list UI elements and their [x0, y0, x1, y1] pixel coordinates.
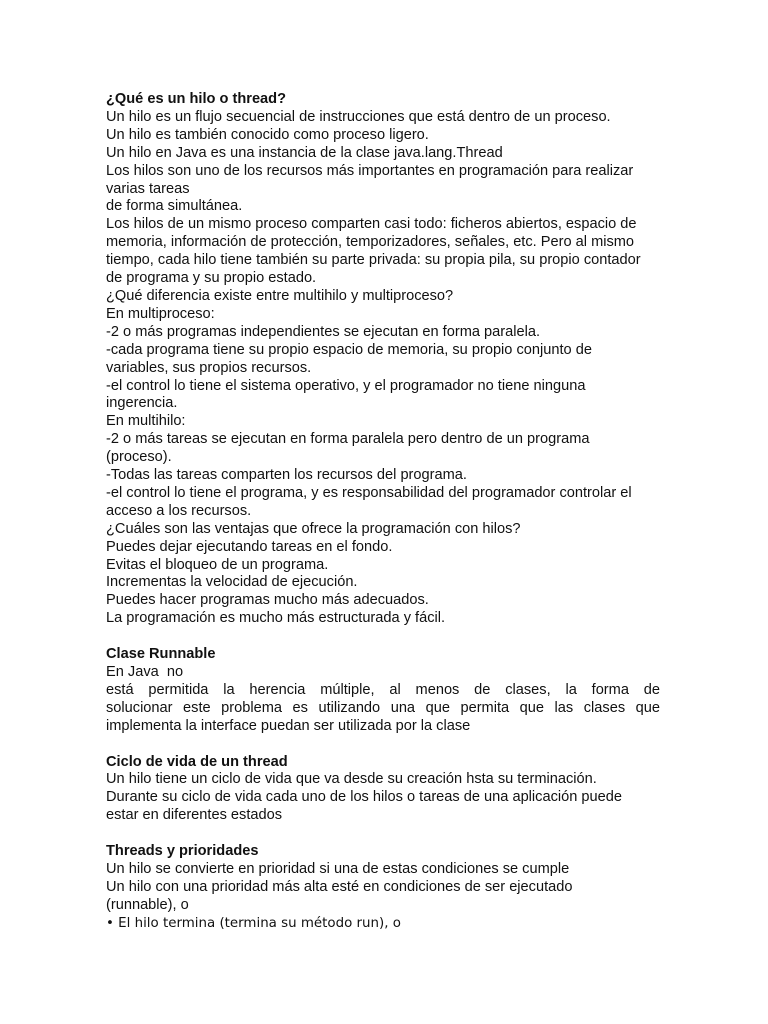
text-line: (proceso). [106, 449, 172, 466]
heading-que-es-un-hilo: ¿Qué es un hilo o thread? [106, 91, 286, 107]
text-line: implementa la interface puedan ser utilizada por la clase [106, 717, 471, 734]
text-line: Evitas el bloqueo de un programa. [106, 556, 329, 573]
question-line: ¿Cuáles son las ventajas que ofrece la programación con hilos? [106, 520, 521, 537]
paragraph-gap [106, 736, 660, 754]
text-line: Puedes dejar ejecutando tareas en el fondo. [106, 538, 393, 555]
heading-threads-y-prioridades: Threads y prioridades [106, 843, 259, 860]
text-line: Un hilo tiene un ciclo de vida que va desde su creación hsta su terminación. [106, 771, 597, 788]
question-line: ¿Qué diferencia existe entre multihilo y multiproceso? [106, 287, 454, 304]
text-line: ingerencia. [106, 395, 178, 412]
text-line: Un hilo en Java es una instancia de la clase java.lang.Thread [106, 144, 503, 161]
text-line: -2 o más programas independientes se ejecutan en forma paralela. [106, 323, 541, 340]
text-line: -el control lo tiene el sistema operativo, y el programador no tiene ninguna [106, 377, 586, 394]
text-line: En Java no [106, 663, 184, 680]
text-line: Incrementas la velocidad de ejecución. [106, 574, 358, 591]
text-line: Un hilo con una prioridad más alta esté en condiciones de ser ejecutado [106, 878, 573, 895]
text-line: de programa y su propio estado. [106, 270, 317, 287]
paragraph-gap [106, 825, 660, 843]
text-line: Durante su ciclo de vida cada uno de los hilos o tareas de una aplicación puede [106, 789, 622, 806]
text-line: Un hilo es un flujo secuencial de instrucciones que está dentro de un proceso. [106, 108, 611, 125]
heading-clase-runnable: Clase Runnable [106, 646, 216, 663]
text-line: En multiproceso: [106, 305, 215, 322]
text-line: memoria, información de protección, temporizadores, señales, etc. Pero al mismo [106, 234, 635, 251]
text-line: acceso a los recursos. [106, 502, 252, 519]
text-line: varias tareas [106, 180, 190, 197]
document-body [106, 91, 660, 933]
text-line: Un hilo se convierte en prioridad si una de estas condiciones se cumple [106, 860, 570, 877]
justified-line: está permitida la herencia múltiple, al menos de clases, la forma de [106, 681, 660, 698]
text-line: Los hilos de un mismo proceso comparten casi todo: ficheros abiertos, espacio de [106, 216, 637, 233]
text-line: variables, sus propios recursos. [106, 359, 312, 376]
text-line: Un hilo es también conocido como proceso ligero. [106, 126, 429, 143]
text-line: -Todas las tareas comparten los recursos del programa. [106, 467, 467, 484]
text-line: En multihilo: [106, 413, 186, 430]
text-line: (runnable), o [106, 896, 189, 913]
bullet-item: • El hilo termina (termina su método run), o [106, 915, 401, 931]
text-line: -el control lo tiene el programa, y es responsabilidad del programador controlar el [106, 484, 632, 501]
justified-line: solucionar este problema es utilizando una que permita que las clases que [106, 699, 660, 716]
text-line: Los hilos son uno de los recursos más importantes en programación para realizar [106, 162, 634, 179]
text-line: estar en diferentes estados [106, 807, 283, 824]
text-line: -2 o más tareas se ejecutan en forma paralela pero dentro de un programa [106, 431, 590, 448]
text-line: Puedes hacer programas mucho más adecuados. [106, 592, 429, 609]
text-line: La programación es mucho más estructurada y fácil. [106, 610, 446, 627]
text-line: de forma simultánea. [106, 198, 243, 215]
text-line: -cada programa tiene su propio espacio de memoria, su propio conjunto de [106, 341, 592, 358]
text-line: tiempo, cada hilo tiene también su parte privada: su propia pila, su propio contador [106, 252, 641, 269]
heading-ciclo-de-vida: Ciclo de vida de un thread [106, 753, 288, 770]
paragraph-gap [106, 628, 660, 646]
